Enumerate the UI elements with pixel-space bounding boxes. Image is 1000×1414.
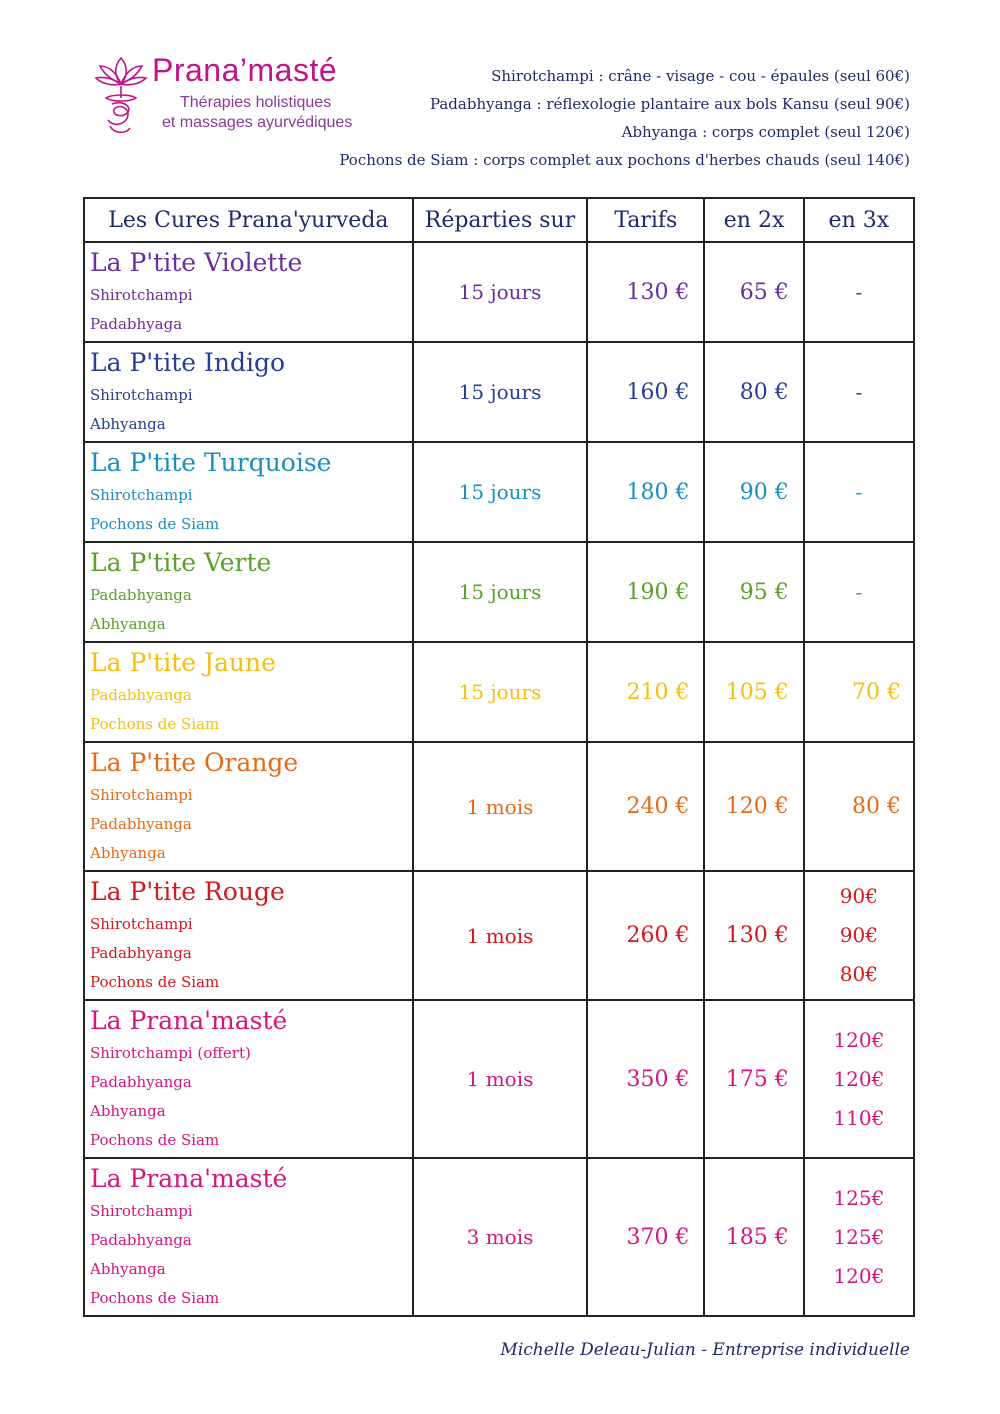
installment-value: 120€ [833,1066,885,1091]
cure-treatment: Abhyanga [90,844,166,862]
cure-treatment: Padabhyaga [90,315,183,333]
duration-cell: 15 jours [413,442,587,542]
service-item: Padabhyanga : réflexologie plantaire aux bols Kansu (seul 90€) [429,95,910,113]
table-row [84,442,914,542]
cure-title: La P'tite Verte [90,548,272,577]
price-2x-cell: 90 € [704,442,803,542]
cure-treatment: Padabhyanga [90,1231,192,1249]
header-en-3x: en 3x [804,198,914,242]
installment-value: 120€ [833,1027,885,1052]
cure-title: La Prana'masté [90,1164,288,1193]
service-item: Pochons de Siam : corps complet aux pochons d'herbes chauds (seul 140€) [339,151,910,169]
cure-title: La P'tite Violette [90,248,303,277]
cure-name-cell [84,642,413,742]
duration-cell: 15 jours [413,242,587,342]
cure-treatment: Shirotchampi [90,786,193,804]
installment-value: 125€ [833,1185,885,1210]
cure-name-cell [84,442,413,542]
cure-treatment: Abhyanga [90,415,166,433]
cures-table [83,197,915,1317]
service-item: Shirotchampi : crâne - visage - cou - épaules (seul 60€) [491,67,910,85]
price-3x-cell [804,442,914,542]
cure-treatment: Shirotchampi (offert) [90,1044,251,1062]
header-cures: Les Cures Prana'yurveda [84,198,413,242]
table-row [84,1000,914,1158]
price-cell: 370 € [587,1158,704,1316]
cure-treatment: Padabhyanga [90,944,192,962]
table-row [84,342,914,442]
cure-title: La P'tite Turquoise [90,448,332,477]
cure-treatment: Pochons de Siam [90,1289,220,1307]
duration-cell: 15 jours [413,642,587,742]
price-2x-cell: 95 € [704,542,803,642]
duration-cell: 1 mois [413,1000,587,1158]
installment-value: 120€ [833,1263,885,1288]
cure-treatment: Pochons de Siam [90,515,220,533]
installment-value: 125€ [833,1224,885,1249]
duration-cell: 1 mois [413,742,587,871]
price-3x-cell [804,742,914,871]
cure-title: La P'tite Indigo [90,348,286,377]
installment-value: - [855,579,863,604]
price-2x-cell: 175 € [704,1000,803,1158]
service-item: Abhyanga : corps complet (seul 120€) [621,123,910,141]
duration-cell: 15 jours [413,542,587,642]
header-reparties: Réparties sur [413,198,587,242]
logo-tagline-2: et massages ayurvédiques [162,114,353,131]
logo-tagline-1: Thérapies holistiques [180,94,332,111]
table-row [84,242,914,342]
price-cell: 180 € [587,442,704,542]
cure-treatment: Padabhyanga [90,1073,192,1091]
price-3x-cell [804,1000,914,1158]
header-en-2x: en 2x [704,198,803,242]
price-2x-cell: 65 € [704,242,803,342]
cure-treatment: Shirotchampi [90,486,193,504]
price-3x-cell [804,242,914,342]
installment-value: 90€ [839,923,878,947]
duration-cell: 1 mois [413,871,587,1000]
cure-name-cell [84,871,413,1000]
cure-name-cell [84,242,413,342]
price-2x-cell: 105 € [704,642,803,742]
price-3x-cell [804,871,914,1000]
cure-name-cell [84,342,413,442]
installment-value: - [855,479,863,504]
cure-name-cell [84,542,413,642]
lotus-icon [92,54,150,138]
cure-treatment: Shirotchampi [90,1202,193,1220]
cure-title: La Prana'masté [90,1006,288,1035]
cure-treatment: Abhyanga [90,1102,166,1120]
cure-treatment: Padabhyanga [90,815,192,833]
table-row [84,642,914,742]
cure-treatment: Abhyanga [90,615,166,633]
table-row [84,871,914,1000]
table-header-row [84,198,914,242]
logo-brand: Prana’masté [152,52,338,88]
price-3x-cell [804,1158,914,1316]
cure-name-cell [84,1000,413,1158]
duration-cell: 15 jours [413,342,587,442]
cure-treatment: Shirotchampi [90,386,193,404]
installment-value: 110€ [833,1105,885,1130]
cure-treatment: Pochons de Siam [90,1131,220,1149]
price-2x-cell: 185 € [704,1158,803,1316]
header-tarifs: Tarifs [587,198,704,242]
installment-value: 80€ [839,962,878,986]
price-2x-cell: 120 € [704,742,803,871]
duration-cell: 3 mois [413,1158,587,1316]
table-row [84,1158,914,1316]
installment-value: 90€ [839,884,878,908]
cure-treatment: Shirotchampi [90,286,193,304]
cure-treatment: Padabhyanga [90,686,192,704]
price-3x-cell [804,342,914,442]
price-cell: 130 € [587,242,704,342]
table-row [84,542,914,642]
cure-name-cell [84,742,413,871]
price-cell: 240 € [587,742,704,871]
cure-name-cell [84,1158,413,1316]
cure-treatment: Abhyanga [90,1260,166,1278]
price-cell: 190 € [587,542,704,642]
cure-title: La P'tite Rouge [90,877,285,906]
cure-title: La P'tite Orange [90,748,299,777]
price-2x-cell: 130 € [704,871,803,1000]
price-cell: 210 € [587,642,704,742]
installment-value: - [855,379,863,404]
cure-treatment: Pochons de Siam [90,715,220,733]
price-3x-cell [804,542,914,642]
services-list [339,62,910,174]
cure-treatment: Shirotchampi [90,915,193,933]
cure-title: La P'tite Jaune [90,648,276,677]
table-row [84,742,914,871]
price-cell: 350 € [587,1000,704,1158]
cure-treatment: Padabhyanga [90,586,192,604]
price-cell: 160 € [587,342,704,442]
footer-signature: Michelle Deleau-Julian - Entreprise individuelle [500,1340,910,1360]
price-3x-cell [804,642,914,742]
installment-value: - [855,279,863,304]
installment-value: 70 € [852,679,901,705]
price-2x-cell: 80 € [704,342,803,442]
installment-value: 80 € [852,794,901,819]
price-cell: 260 € [587,871,704,1000]
cure-treatment: Pochons de Siam [90,973,220,991]
